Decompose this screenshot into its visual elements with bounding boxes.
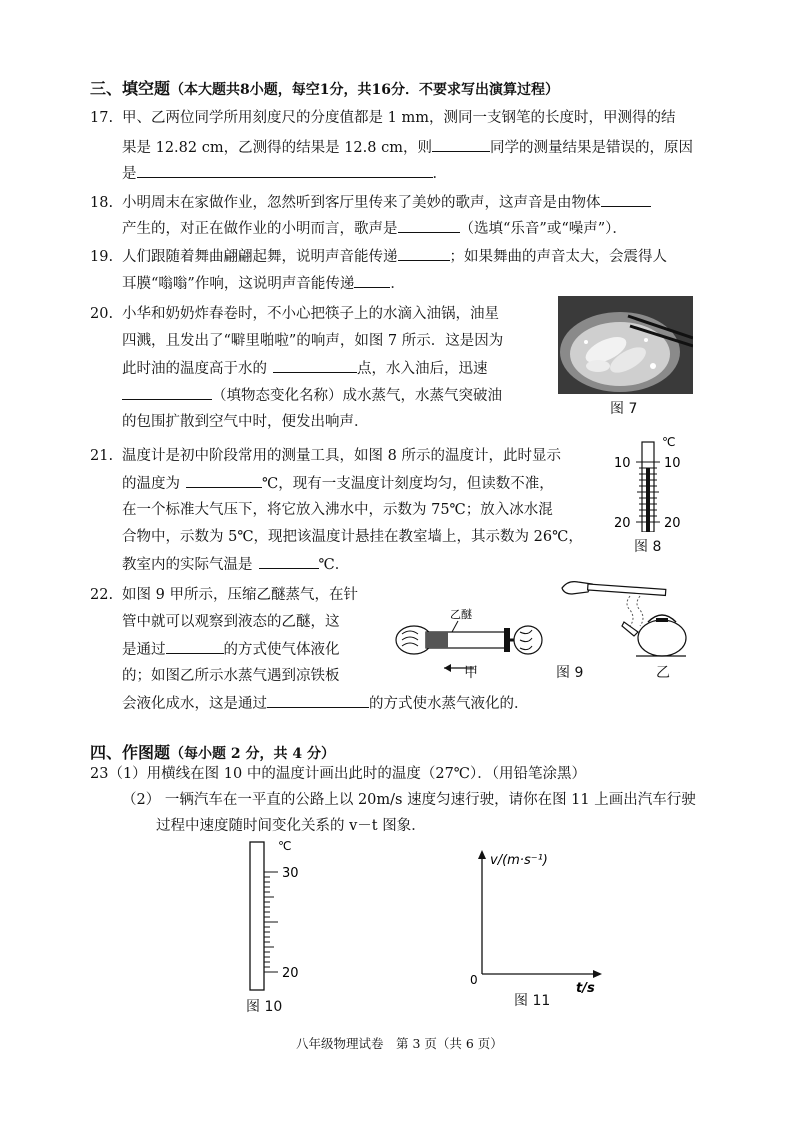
q23-part-1: [90, 764, 586, 784]
question-text: 人们跟随着舞曲翩翩起舞，说明声音能传递: [122, 249, 398, 265]
question-text: 小明周末在家做作业，忽然听到客厅里传来了美妙的歌声，这声音是由物体: [122, 195, 601, 211]
question-text: 是通过: [122, 642, 166, 658]
section-4-header: [90, 740, 335, 763]
q20-line-5: [122, 412, 369, 432]
question-text: ．: [390, 276, 405, 292]
figure-9-yi-kettle: [558, 574, 688, 660]
q22-line-4: [122, 666, 340, 686]
figure-9-caption: 图 9: [556, 665, 584, 681]
answer-blank[interactable]: [432, 137, 490, 152]
question-text: 的方式使水蒸气液化的．: [369, 696, 529, 712]
figure-7-photo: [558, 296, 693, 394]
answer-blank[interactable]: [137, 163, 433, 178]
figure-9-jia-label: 甲: [464, 665, 478, 681]
q22-line-5: [122, 693, 529, 714]
q20-line-2: [122, 331, 503, 351]
question-text: 点，水入油后，迅速: [357, 361, 488, 377]
q18-line-1: [90, 192, 651, 213]
section-title: 三、填空题: [90, 79, 171, 98]
question-text: 耳膜“嗡嗡”作响，这说明声音能传递: [122, 276, 355, 292]
question-text: 23（1）用横线在图 10 中的温度计画出此时的温度（27℃）．（用铅笔涂黑）: [90, 766, 587, 782]
tick-label-30: 30: [282, 866, 299, 881]
tick-right-20: 20: [664, 516, 681, 531]
question-text: 产生的，对正在做作业的小明而言，歌声是: [122, 221, 398, 237]
question-text: 此时油的温度高于水的: [122, 361, 267, 377]
question-text: 是: [122, 166, 137, 182]
question-text: 会液化成水，这是通过: [122, 696, 267, 712]
q21-line-2: [122, 473, 554, 494]
q22-line-3: [122, 639, 340, 660]
q23-part-2-line-1: [122, 790, 696, 810]
question-text: 甲、乙两位同学所用刻度尺的分度值都是 1 mm，测同一支钢笔的长度时，甲测得的结: [122, 110, 676, 126]
question-text: 合物中，示数为 5℃，现把该温度计悬挂在教室墙上，其示数为 26℃，: [122, 529, 583, 545]
section-title: 四、作图题: [90, 743, 171, 762]
y-axis-label: v/(m·s⁻¹): [490, 853, 548, 868]
question-text: （填物态变化名称）成水蒸气，水蒸气突破油: [212, 388, 502, 404]
question-text: 如图 9 甲所示，压缩乙醚蒸气，在针: [122, 587, 358, 603]
q20-line-1: [90, 304, 499, 324]
figure-9-yi-label: 乙: [656, 665, 670, 681]
question-text: 四溅，且发出了“噼里啪啦”的响声，如图 7 所示．这是因为: [122, 333, 504, 349]
question-text: 的包围扩散到空气中时，便发出响声．: [122, 414, 369, 430]
answer-blank[interactable]: [398, 218, 460, 233]
figure-8-caption: 图 8: [634, 539, 662, 555]
q22-line-1: [90, 585, 358, 605]
question-number: 18.: [90, 195, 114, 211]
question-text: 的方式使气体液化: [223, 642, 340, 658]
q22-line-2: [122, 612, 340, 632]
figure-11-vt-graph[interactable]: [466, 844, 606, 994]
vt-axes[interactable]: [466, 844, 606, 994]
q23-part-2-line-2: [156, 816, 426, 836]
question-text: 同学的测量结果是错误的，原因: [489, 140, 693, 156]
q21-line-1: [90, 446, 561, 466]
figure-11-caption: 图 11: [514, 993, 551, 1009]
answer-blank[interactable]: [398, 246, 450, 261]
question-text: 果是 12.82 cm，乙测得的结果是 12.8 cm，则: [122, 140, 432, 156]
page-footer: 八年级物理试卷 第 3 页（共 6 页）: [296, 1036, 503, 1051]
question-text: （2） 一辆汽车在一平直的公路上以 20m/s 速度匀速行驶，请你在图 11 上画出汽车行驶: [122, 792, 696, 808]
q19-line-2: [122, 273, 405, 294]
question-text: 管中就可以观察到液态的乙醚，这: [122, 614, 340, 630]
q20-line-3: [122, 358, 488, 379]
q20-line-4: [122, 385, 502, 406]
answer-blank[interactable]: [259, 554, 319, 569]
tick-right-10: 10: [664, 456, 681, 471]
unit-label: ℃: [662, 435, 676, 449]
question-number: 22.: [90, 587, 114, 603]
thermometer-drawing-area[interactable]: [232, 836, 312, 994]
tick-left-10: 10: [614, 456, 631, 471]
q17-line-2: [122, 137, 693, 158]
answer-blank[interactable]: [601, 192, 651, 207]
q19-line-1: [90, 246, 667, 267]
question-text: 在一个标准大气压下，将它放入沸水中，示数为 75℃；放入冰水混: [122, 502, 553, 518]
answer-blank[interactable]: [122, 385, 212, 400]
answer-blank[interactable]: [267, 693, 369, 708]
tick-left-20: 20: [614, 516, 631, 531]
question-number: 19.: [90, 249, 114, 265]
question-text: 的温度为: [122, 476, 180, 492]
figure-8-thermometer: [608, 432, 688, 532]
figure-10-thermometer[interactable]: [232, 836, 312, 994]
tick-label-20: 20: [282, 966, 299, 981]
question-text: 过程中速度随时间变化关系的 v－t 图象．: [156, 818, 426, 834]
answer-blank[interactable]: [186, 473, 262, 488]
kettle-icon: [558, 574, 688, 660]
section-note: （每小题 2 分，共 4 分）: [170, 746, 335, 762]
thermometer-icon: [608, 432, 688, 532]
origin-label: 0: [470, 973, 478, 987]
question-text: 教室内的实际气温是: [122, 557, 253, 573]
question-text: 温度计是初中阶段常用的测量工具，如图 8 所示的温度计，此时显示: [122, 448, 561, 464]
unit-label: ℃: [278, 839, 292, 853]
x-axis-label: t/s: [576, 981, 595, 994]
q21-line-4: [122, 527, 583, 547]
y-axis-arrow: [478, 850, 486, 859]
figure-7-caption: 图 7: [610, 401, 638, 417]
ether-label: 乙醚: [450, 608, 472, 621]
q21-line-3: [122, 500, 553, 520]
frying-pan-image: [558, 296, 693, 394]
question-text: ℃．: [318, 557, 350, 573]
question-text: ；如果舞曲的声音太大，会震得人: [449, 249, 667, 265]
question-text: 小华和奶奶炸春卷时，不小心把筷子上的水滴入油锅，油星: [122, 306, 499, 322]
section-note: （本大题共8小题，每空1分，共16分．不要求写出演算过程）: [170, 82, 559, 98]
answer-blank[interactable]: [354, 273, 390, 288]
question-text: ．: [432, 166, 447, 182]
question-number: 20.: [90, 306, 114, 322]
answer-blank[interactable]: [166, 639, 224, 654]
question-number: 17.: [90, 110, 114, 126]
question-text: （选填“乐音”或“噪声”）．: [459, 221, 627, 237]
q17-line-1: [90, 108, 675, 128]
question-text: 的；如图乙所示水蒸气遇到凉铁板: [122, 668, 340, 684]
question-number: 21.: [90, 448, 114, 464]
answer-blank[interactable]: [273, 358, 357, 373]
x-axis-arrow: [593, 970, 602, 978]
q18-line-2: [122, 218, 627, 239]
q17-line-3: [122, 163, 447, 184]
section-3-header: [90, 76, 559, 99]
q21-line-5: [122, 554, 349, 575]
figure-10-caption: 图 10: [246, 999, 283, 1015]
question-text: ℃，现有一支温度计刻度均匀，但读数不准，: [262, 476, 554, 492]
